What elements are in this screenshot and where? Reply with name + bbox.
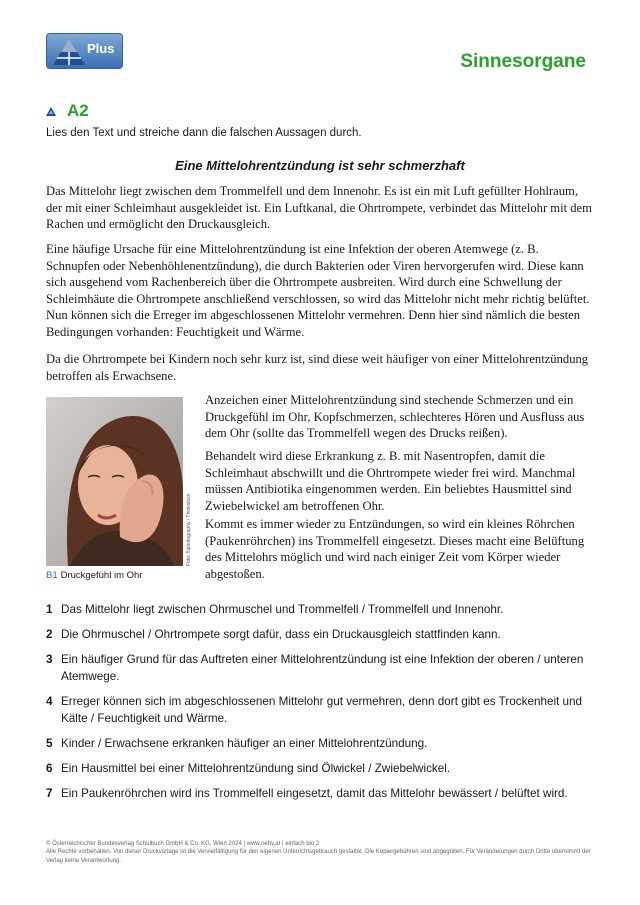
footer-copyright: © Österreichischer Bundesverlag Schulbuch GmbH & Co. KG, Wien 2024 | www.oebv.at | einfach bio 2 [46,841,320,847]
footer-rights: Alle Rechte vorbehalten. Von dieser Druckvorlage ist die Vervielfältigung für den eigenen Unterrichtsgebrauch gestattet. Die Kopiergebühren sind abgegolten. Für Veränderungen durch Dritte übernimmt der Verlag keine Verantwortung. [46,849,591,864]
photo-woman-earache [46,397,183,566]
statement-text: Erreger können sich im abgeschlossenen Mittelohr gut vermehren, denn dort gibt es Trockenheit und Kälte / Feuchtigkeit und Wärme. [61,695,583,725]
figure-label: B1 [46,570,58,581]
article-paragraph: Kommt es immer wieder zu Entzündungen, so wird ein kleines Röhrchen (Paukenröhrchen) ins Trommelfell eingesetzt. Dieses macht eine Belüftung des Mittelohrs möglich und wird nach einiger Zeit vom Körper wieder abgestoßen. [205,517,585,581]
section-title: Sinnesorgane [460,51,586,72]
article-paragraph: Eine häufige Ursache für eine Mittelohrentzündung ist eine Infektion der oberen Atemwege (z. B. Schnupfen oder Nebenhöhlenentzündung), die durch Bakterien oder Viren hervorgerufen wird. Diese kann sich ausgehend vom Rachenbereich über die Ohrtrompete ausbreiten. Wird durch eine Schwellung der Schleimhäute die Ohrtrompete anschließend verschlossen, so wird das Mittelohr nicht mehr richtig belüftet. Nun können sich die Erreger im abgeschlossenen Mittelohr vermehren. Denn hier sind nämlich die besten Bedingungen vorhanden: Feuchtigkeit und Wärme. [46,242,590,339]
statement-number: 7 [46,787,53,800]
statement-number: 1 [46,603,53,616]
statement-item[interactable] [46,785,606,802]
logo-label: Plus [87,41,115,56]
photo-credit: Foto: 5iphotography / Thinkstock [186,493,192,566]
task-heading [46,101,89,121]
statement-text: Die Ohrmuschel / Ohrtrompete sorgt dafür, dass ein Druckausgleich stattfinden kann. [61,628,501,641]
figure-caption-text: Druckgefühl im Ohr [60,570,143,581]
statement-item[interactable] [46,651,606,685]
statement-text: Das Mittelohr liegt zwischen Ohrmuschel und Trommelfell / Trommelfell und Innenohr. [61,603,504,616]
statement-item[interactable] [46,760,606,777]
task-instruction: Lies den Text und streiche dann die falschen Aussagen durch. [46,127,362,139]
statement-item[interactable] [46,735,606,752]
plus-logo [46,33,123,69]
statement-number: 6 [46,762,53,775]
statement-text: Kinder / Erwachsene erkranken häufiger an einer Mittelohrentzündung. [61,737,428,750]
pyramid-logo-icon [52,38,86,66]
statement-text: Ein Hausmittel bei einer Mittelohrentzündung sind Ölwickel / Zwiebelwickel. [61,762,451,775]
article-title: Eine Mittelohrentzündung ist sehr schmerzhaft [175,158,465,173]
statement-number: 3 [46,653,53,666]
article-paragraph: Das Mittelohr liegt zwischen dem Trommelfell und dem Innenohr. Es ist ein mit Luft gefüllter Hohlraum, der mit einer Schleimhaut ausgekleidet ist. Ein Luftkanal, die Ohrtrompete, verbindet das Mittelohr mit dem Rachen und ermöglicht den Druckausgleich. [46,184,592,232]
footer [46,840,594,865]
statement-number: 5 [46,737,53,750]
statement-item[interactable] [46,693,606,727]
article-paragraph: Da die Ohrtrompete bei Kindern noch sehr kurz ist, sind diese weit häufiger von einer Mittelohrentzündung betroffen als Erwachsene. [46,352,589,383]
statement-number: 4 [46,695,53,708]
statement-item[interactable] [46,601,606,618]
figure-caption [46,570,142,581]
statement-text: Ein häufiger Grund für das Auftreten einer Mittelohrentzündung ist eine Infektion der oberen / unteren Atemwege. [61,653,584,683]
article-paragraph: Behandelt wird diese Erkrankung z. B. mit Nasentropfen, damit die Schleimhaut abschwillt und die Ohrtrompete wieder frei wird. Manchmal müssen Antibiotika eingenommen werden. Ein beliebtes Hausmittel sind Zwiebelwickel am betroffenen Ohr. [205,449,576,513]
article-paragraph: Anzeichen einer Mittelohrentzündung sind stechende Schmerzen und ein Druckgefühl im Ohr, Kopfschmerzen, schlechteres Hören und Ausfluss aus dem Ohr (sollte das Trommelfell wegen des Drucks reißen). [205,393,585,441]
statement-item[interactable] [46,626,606,643]
statement-number: 2 [46,628,53,641]
task-number: A2 [67,101,89,120]
statement-text: Ein Paukenröhrchen wird ins Trommelfell eingesetzt, damit das Mittelohr bewässert / belüftet wird. [61,787,568,800]
statement-list [46,601,606,810]
level-triangle-icon [46,107,56,116]
